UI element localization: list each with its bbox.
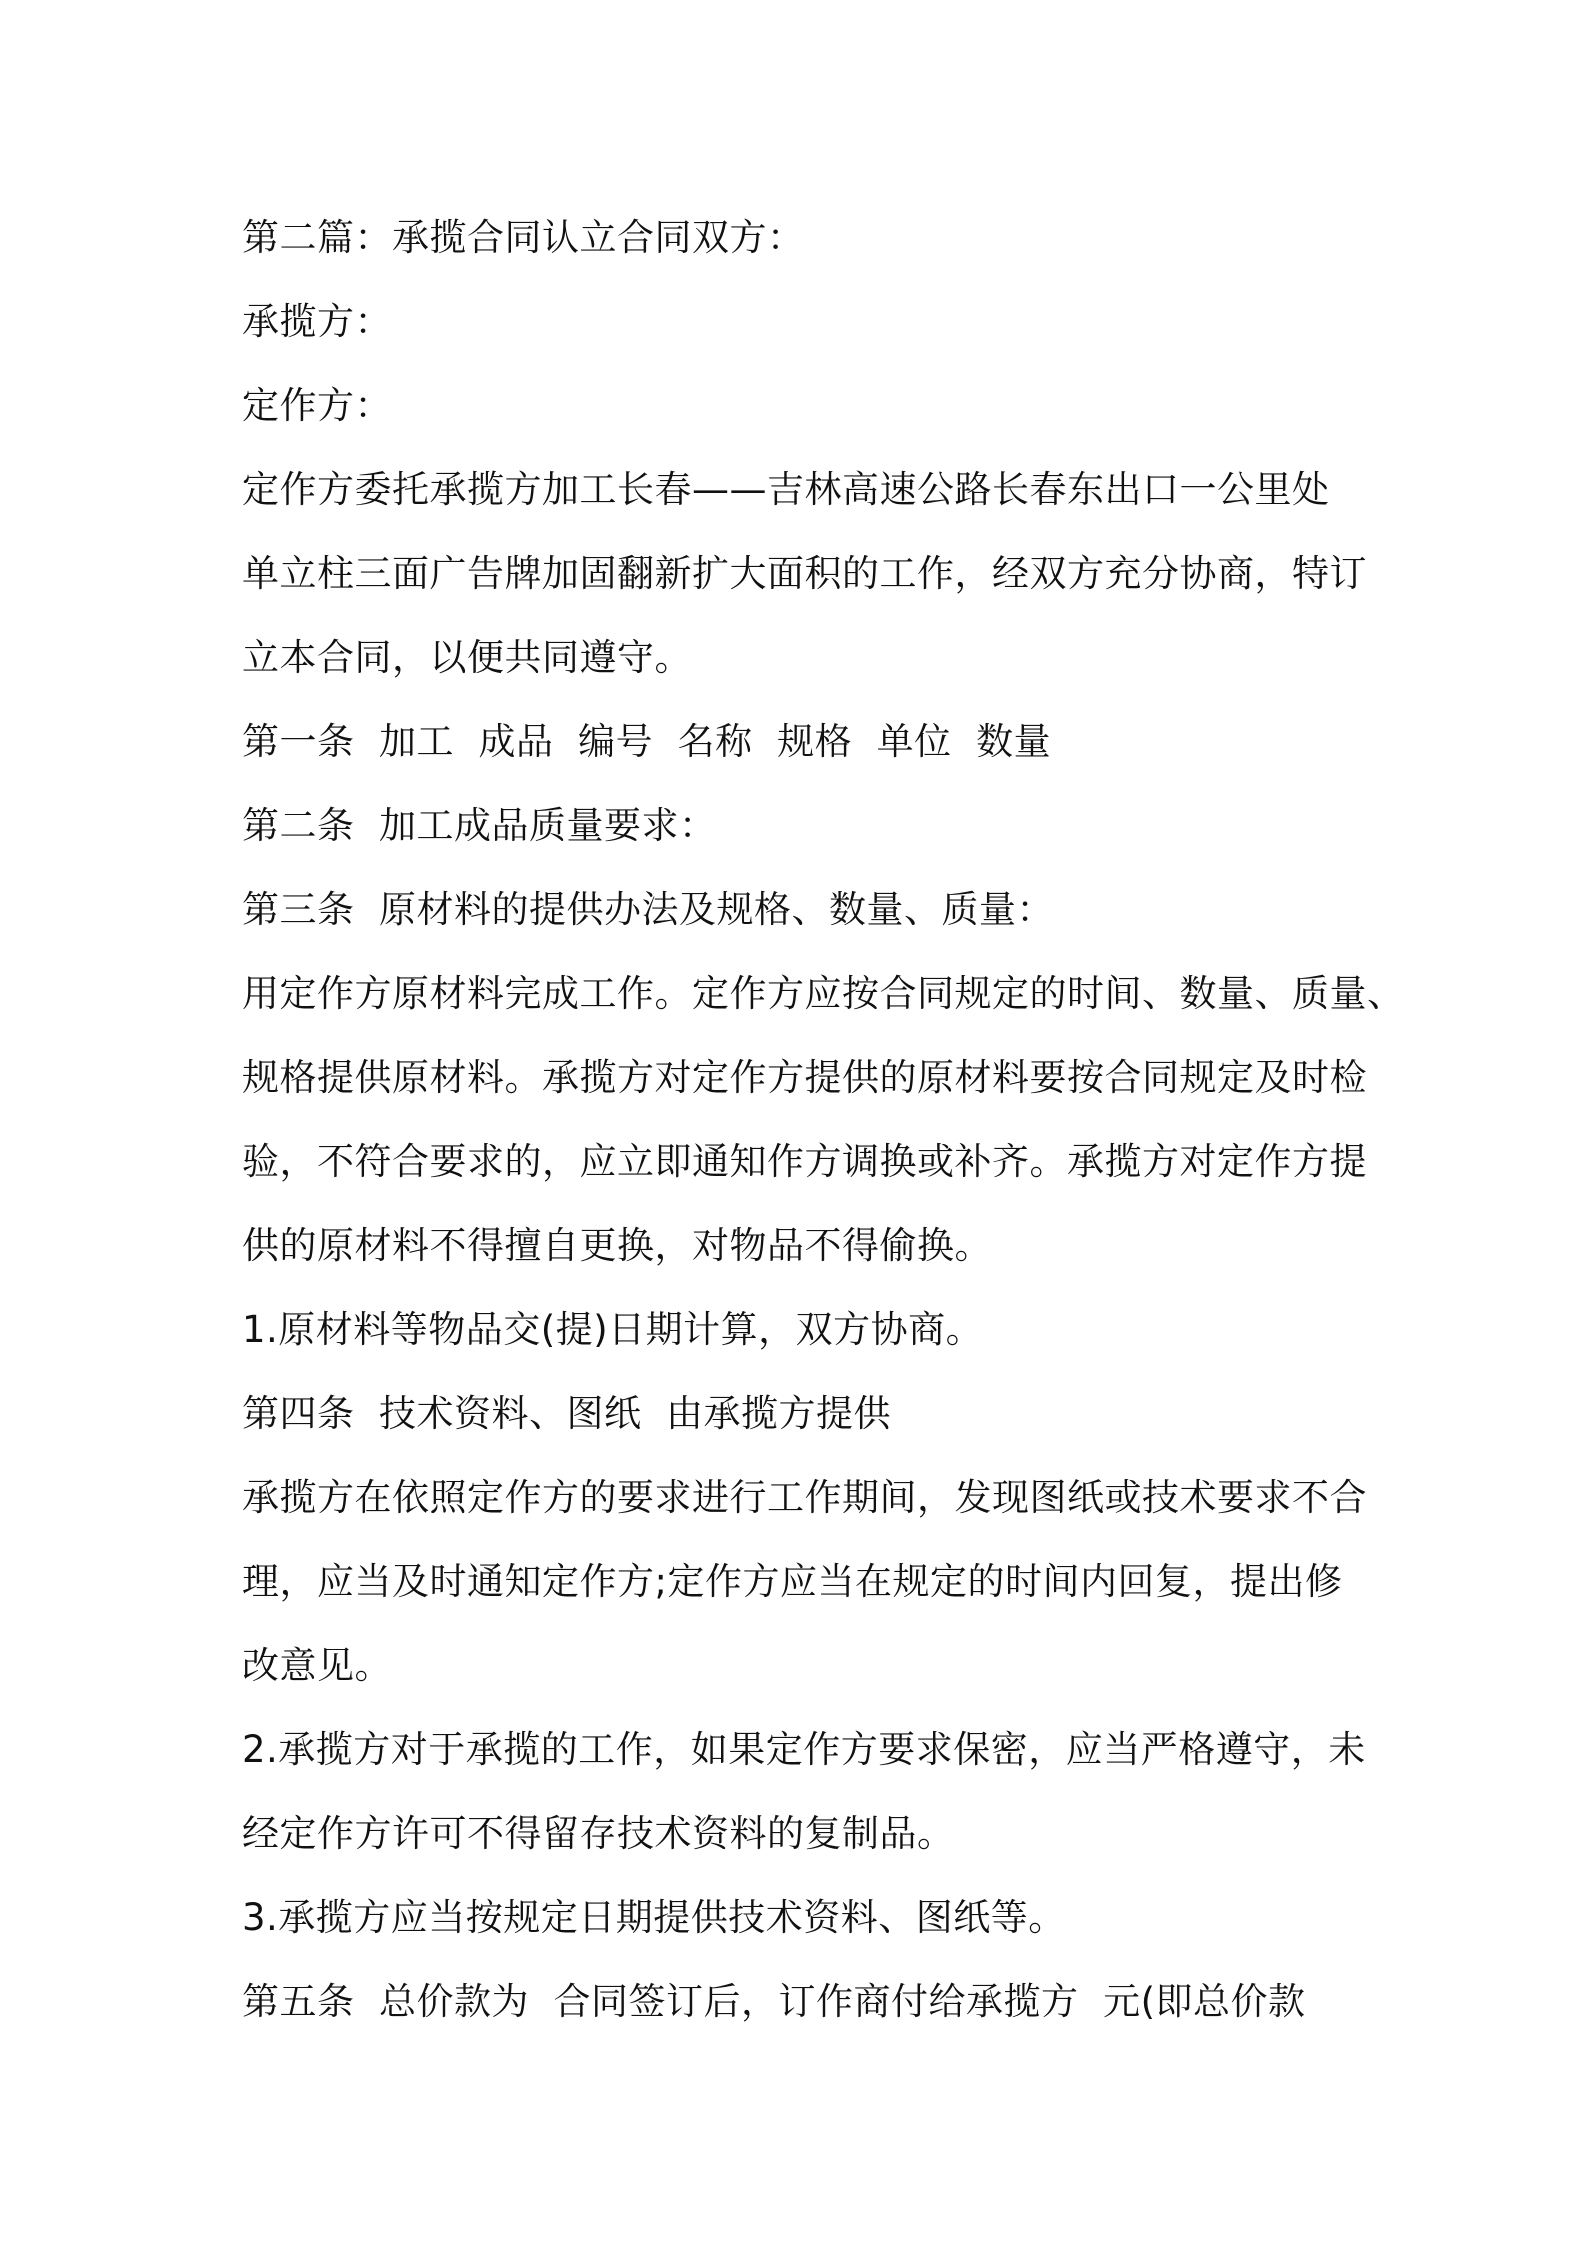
contractor-label: 承揽方： bbox=[242, 300, 392, 343]
numbered-item: 3.承揽方应当按规定日期提供技术资料、图纸等。 bbox=[242, 1896, 1066, 1939]
article-heading: 第三条 原材料的提供办法及规格、数量、质量： bbox=[242, 888, 1055, 931]
article-heading: 第二条 加工成品质量要求： bbox=[242, 804, 717, 847]
text-line: 用定作方原材料完成工作。定作方应按合同规定的时间、数量、质量、 bbox=[242, 972, 1405, 1015]
text-line: 改意见。 bbox=[242, 1644, 392, 1687]
text-line: 验，不符合要求的，应立即通知作方调换或补齐。承揽方对定作方提 bbox=[242, 1140, 1367, 1183]
text-line: 承揽方在依照定作方的要求进行工作期间，发现图纸或技术要求不合 bbox=[242, 1476, 1367, 1519]
text-line: 单立柱三面广告牌加固翻新扩大面积的工作，经双方充分协商，特订 bbox=[242, 552, 1367, 595]
text-line: 供的原材料不得擅自更换，对物品不得偷换。 bbox=[242, 1224, 992, 1267]
article-heading: 第四条 技术资料、图纸 由承揽方提供 bbox=[242, 1392, 892, 1435]
text-line: 定作方委托承揽方加工长春——吉林高速公路长春东出口一公里处 bbox=[242, 468, 1330, 511]
client-label: 定作方： bbox=[242, 384, 392, 427]
text-line: 立本合同，以便共同遵守。 bbox=[242, 636, 692, 679]
text-line: 理，应当及时通知定作方;定作方应当在规定的时间内回复，提出修 bbox=[242, 1560, 1343, 1603]
document-body bbox=[242, 196, 1405, 2044]
article-heading: 第一条 加工 成品 编号 名称 规格 单位 数量 bbox=[242, 720, 1052, 763]
numbered-item: 1.原材料等物品交(提)日期计算，双方协商。 bbox=[242, 1308, 984, 1351]
text-line: 经定作方许可不得留存技术资料的复制品。 bbox=[242, 1812, 955, 1855]
article-heading: 第五条 总价款为 合同签订后，订作商付给承揽方 元(即总价款 bbox=[242, 1980, 1306, 2023]
section-heading: 第二篇：承揽合同认立合同双方： bbox=[242, 216, 805, 259]
text-line: 规格提供原材料。承揽方对定作方提供的原材料要按合同规定及时检 bbox=[242, 1056, 1367, 1099]
numbered-item: 2.承揽方对于承揽的工作，如果定作方要求保密，应当严格遵守，未 bbox=[242, 1728, 1366, 1771]
